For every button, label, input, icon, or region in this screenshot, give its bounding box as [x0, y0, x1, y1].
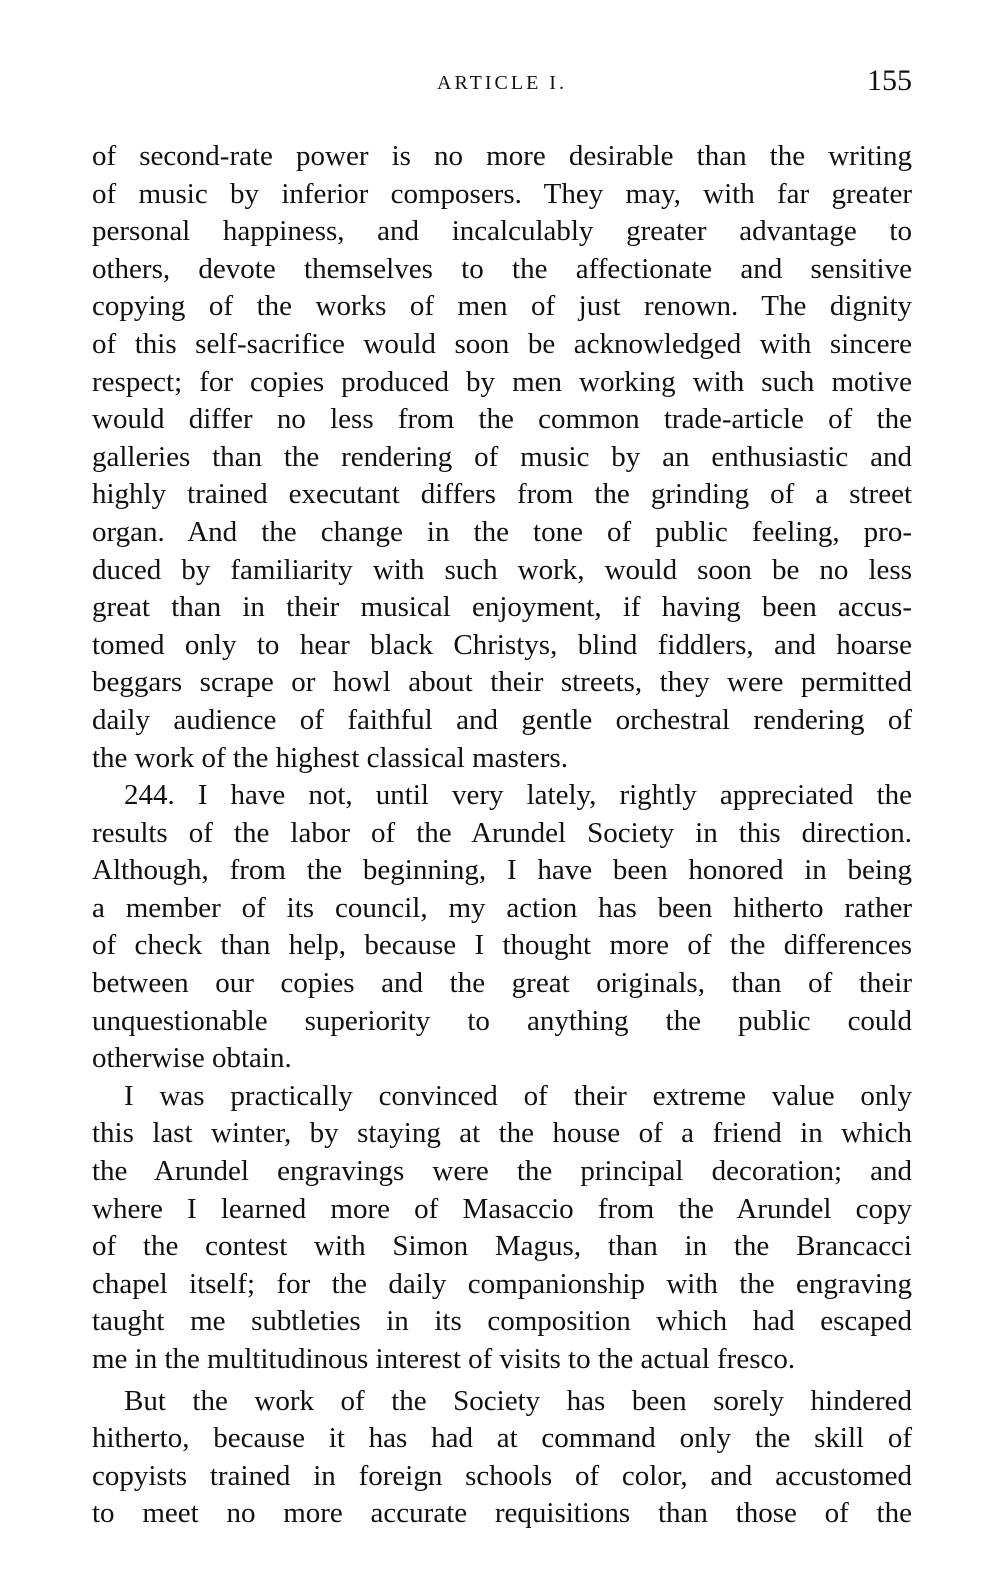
text-line: But the work of the Society has been sorely hindered	[124, 1384, 912, 1417]
text-line: great than in their musical enjoyment, if having been accus-	[92, 591, 912, 624]
text-line: daily audience of faithful and gentle orchestral rendering of	[92, 703, 912, 736]
text-line: galleries than the rendering of music by an enthusiastic and	[92, 440, 912, 473]
text-line: hitherto, because it has had at command only the skill of	[92, 1422, 912, 1455]
text-line: duced by familiarity with such work, would soon be no less	[92, 553, 912, 586]
text-line: tomed only to hear black Christys, blind fiddlers, and hoarse	[92, 628, 912, 661]
text-line: taught me subtleties in its composition which had escaped	[92, 1305, 912, 1338]
text-line: to meet no more accurate requisitions than those of the	[92, 1497, 912, 1530]
paragraph	[92, 138, 912, 777]
text-line: between our copies and the great originals, than of their	[92, 967, 912, 1000]
text-line: a member of its council, my action has been hitherto rather	[92, 891, 912, 924]
text-line: the Arundel engravings were the principal decoration; and	[92, 1155, 912, 1188]
text-line: beggars scrape or howl about their streets, they were permitted	[92, 666, 912, 699]
paragraph	[92, 777, 912, 1078]
text-line: others, devote themselves to the affectionate and sensitive	[92, 252, 912, 285]
paragraph	[92, 1383, 912, 1533]
page-number: 155	[867, 64, 912, 97]
text-line: Although, from the beginning, I have been honored in being	[92, 854, 912, 887]
text-line: respect; for copies produced by men working with such motive	[92, 365, 912, 398]
text-line: chapel itself; for the daily companionship with the engraving	[92, 1267, 912, 1300]
text-line: copying of the works of men of just renown. The dignity	[92, 290, 912, 323]
text-line: unquestionable superiority to anything the public could	[92, 1004, 912, 1037]
text-line: would differ no less from the common trade-article of the	[92, 403, 912, 436]
text-line: of check than help, because I thought more of the differences	[92, 929, 912, 962]
text-line: me in the multitudinous interest of visits to the actual fresco.	[92, 1343, 796, 1375]
running-title: ARTICLE I.	[437, 72, 567, 94]
text-line: where I learned more of Masaccio from the Arundel copy	[92, 1192, 912, 1225]
text-line: of this self-sacrifice would soon be acknowledged with sincere	[92, 327, 912, 360]
paragraph	[92, 1078, 912, 1379]
text-line: copyists trained in foreign schools of color, and accustomed	[92, 1459, 912, 1492]
text-line: I was practically convinced of their extreme value only	[124, 1079, 912, 1112]
text-line: personal happiness, and incalculably greater advantage to	[92, 215, 912, 248]
text-line: the work of the highest classical masters.	[92, 741, 568, 774]
text-line: organ. And the change in the tone of public feeling, pro-	[92, 515, 912, 548]
text-line: of second-rate power is no more desirable than the writing	[92, 140, 912, 172]
text-line: this last winter, by staying at the house of a friend in which	[92, 1117, 912, 1150]
text-line: of music by inferior composers. They may, with far greater	[92, 177, 912, 210]
body-text	[92, 138, 912, 1533]
text-line: 244. I have not, until very lately, rightly appreciated the	[124, 779, 912, 812]
text-line: of the contest with Simon Magus, than in the Brancacci	[92, 1230, 912, 1263]
text-line: highly trained executant differs from the grinding of a street	[92, 478, 912, 511]
running-head	[92, 64, 912, 104]
text-line: results of the labor of the Arundel Society in this direction.	[92, 816, 912, 849]
text-line: otherwise obtain.	[92, 1042, 292, 1075]
